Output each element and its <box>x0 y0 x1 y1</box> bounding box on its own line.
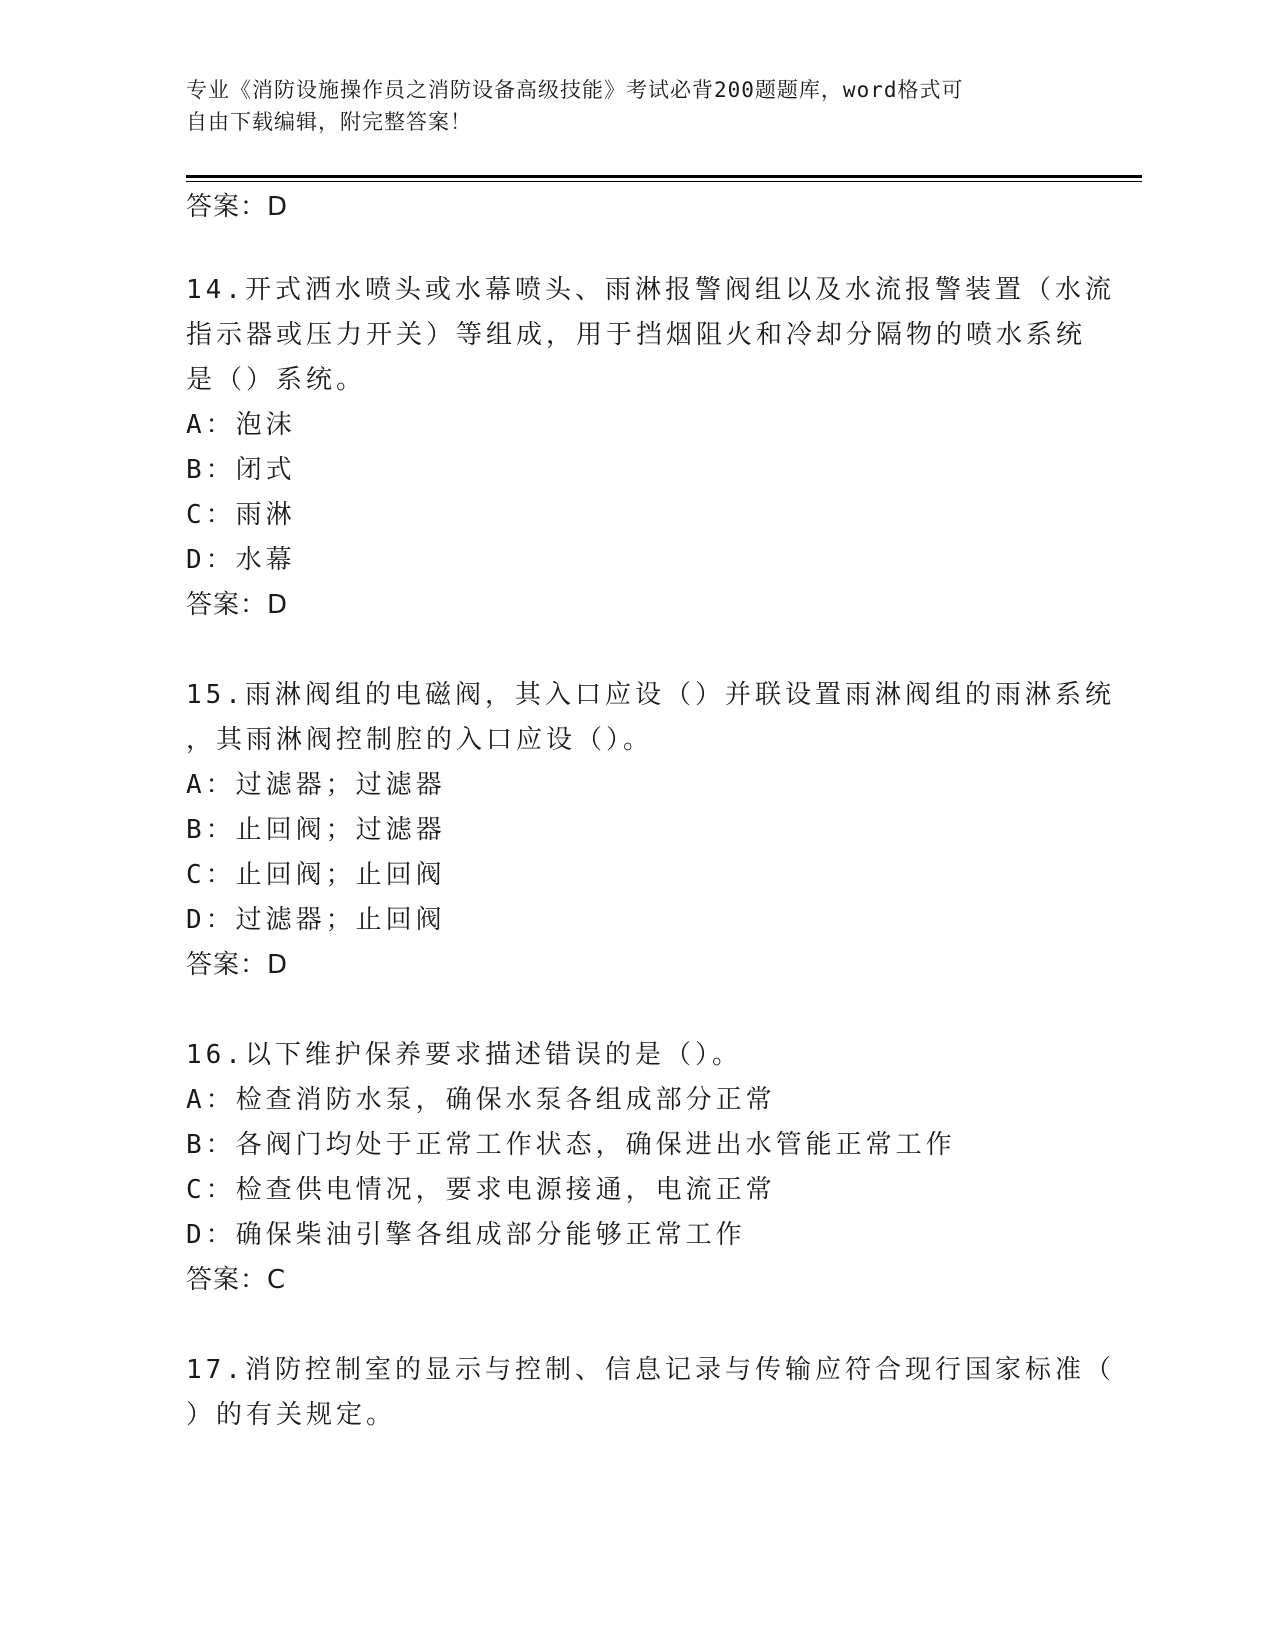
question-15-line-1: 15.雨淋阀组的电磁阀，其入口应设（）并联设置雨淋阀组的雨淋系统 <box>186 680 1115 710</box>
question-16-line-1: 16.以下维护保养要求描述错误的是（）。 <box>186 1040 742 1070</box>
question-16-option-b: B：各阀门均处于正常工作状态，确保进出水管能正常工作 <box>186 1130 956 1160</box>
question-14-option-a: A：泡沫 <box>186 410 296 440</box>
header-line-1: 专业《消防设施操作员之消防设备高级技能》考试必背200题题库，word格式可 <box>186 78 964 102</box>
question-15-line-2: ，其雨淋阀控制腔的入口应设（）。 <box>186 725 654 755</box>
question-14-option-b: B：闭式 <box>186 455 296 485</box>
question-14-line-1: 14.开式洒水喷头或水幕喷头、雨淋报警阀组以及水流报警装置（水流 <box>186 275 1115 305</box>
question-17-line-2: ）的有关规定。 <box>186 1400 397 1430</box>
question-15-option-a: A：过滤器；过滤器 <box>186 770 446 800</box>
question-14-option-c: C：雨淋 <box>186 500 296 530</box>
question-16-option-d: D：确保柴油引擎各组成部分能够正常工作 <box>186 1220 746 1250</box>
question-14-line-2: 指示器或压力开关）等组成，用于挡烟阻火和冷却分隔物的喷水系统 <box>186 320 1087 350</box>
question-17-line-1: 17.消防控制室的显示与控制、信息记录与传输应符合现行国家标准（ <box>186 1355 1115 1385</box>
question-15-option-d: D：过滤器；止回阀 <box>186 905 446 935</box>
question-15-option-c: C：止回阀；止回阀 <box>186 860 446 890</box>
question-16-option-a: A：检查消防水泵，确保水泵各组成部分正常 <box>186 1085 776 1115</box>
question-16-option-c: C：检查供电情况，要求电源接通，电流正常 <box>186 1175 776 1205</box>
header-rule-thin <box>186 181 1142 182</box>
header-line-2: 自由下载编辑，附完整答案！ <box>186 110 472 134</box>
question-15-answer: 答案：D <box>186 950 289 980</box>
question-15-option-b: B：止回阀；过滤器 <box>186 815 446 845</box>
previous-answer: 答案：D <box>186 192 289 222</box>
header-rule-thick <box>186 175 1142 178</box>
document-header <box>186 74 1086 138</box>
question-14-option-d: D：水幕 <box>186 545 296 575</box>
question-14-line-3: 是（）系统。 <box>186 365 367 395</box>
question-14-answer: 答案：D <box>186 590 289 620</box>
question-16-answer: 答案：C <box>186 1265 287 1295</box>
